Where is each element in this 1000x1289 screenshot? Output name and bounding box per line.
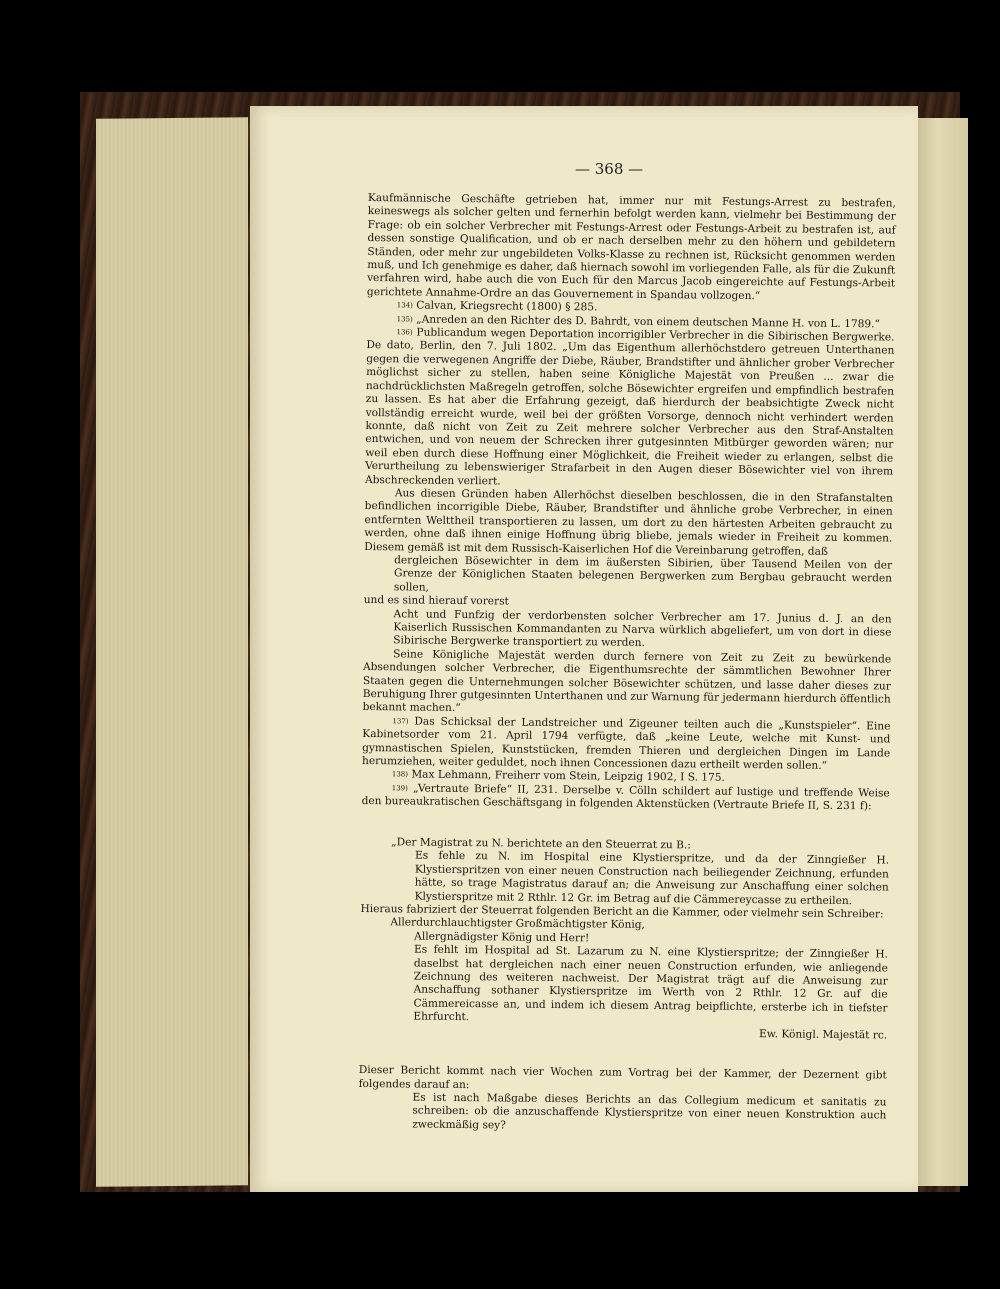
paragraph-text: Publicandum wegen Deportation incorrigibler Verbrecher in die Sibirischen Bergwerke. De dato, Berlin, den 7. Juli 1802. „Um das Eigenthum allerhöchstdero getreuen Unterthanen gegen die verwegenen Angriffe der Diebe, Räuber, Brandstifter und ähnlicher grober Verbrecher möglichst sicher zu stellen, haben seine Königliche Majestät von Preußen ... zwar die nachdrücklichsten Maßregeln getroffen, solche Bösewichter ergreifen und empfindlich bestrafen zu lassen. Es hat aber die Erfahrung gezeigt, daß hierdurch der beabsichtigte Zweck nicht vollständig erreicht wurde, weil bei der größten Vorsorge, dennoch nicht verhindert werden konnte, daß nicht von Zeit zu Zeit mehrere solcher Verbrecher aus den Straf-Anstalten entwichen, und von neuem der Schrecken ihrer gutgesinnten Mitbürger geworden wären; nur weil eben durch diese Hoffnung einer Möglichkeit, die Freiheit wieder zu erlangen, selbst die Verurtheilung zu lebenswieriger Strafarbeit in den Augen dieser Bösewichter viel von ihrem Abschreckenden verliert.: [364, 326, 895, 487]
paragraph-text: Es fehlt im Hospital ad St. Lazarum zu N. eine Klystierspritze; der Zinngießer H. daselbst hat dergleichen nach einer neuen Construction erfunden, wie anliegende Zeichnung des weiteren nachweist. Der Magistrat trägt auf die Anweisung zur Anschaffung sothaner Klystierspritze im Werth von 2 Rthlr. 12 Gr. auf die Cämmereicasse an, und indem ich diesem Antrag beipflichte, ersterbe ich in tiefster Ehrfurcht.: [413, 943, 889, 1024]
text-paragraph: [358, 1091, 886, 1137]
footnote-number: 134): [396, 301, 413, 310]
paragraph-text: Es ist nach Maßgabe dieses Berichts an das Collegium medicum et sanitatis zu schreiben: ob die anzuschaffende Klystierspritze von einer neuen Konstruktion auch zweckmäßig sey?: [412, 1091, 887, 1132]
paragraph-text: Es fehle zu N. im Hospital eine Klystierspritze, und da der Zinngießer H. Klystierspritzen von einer neuen Construction nach beiliegender Zeichnung, erfunden hätte, so trage Magistratus darauf an; die Anweisung zur Anschaffung einer solchen Klystierspritze mit 2 Rthlr. 12 Gr. im Betrag auf die Cämmereycasse zu ertheilen.: [414, 849, 890, 907]
paragraph-text: Seine Königliche Majestät werden durch fernere von Zeit zu Zeit zu bewürkende Absendungen solcher Verbrecher, die Eigenthumsrechte der sämmtlichen Bewohner Ihrer Staaten gegen die Unternehmungen solcher Bösewichter schützen, und lasse daher dieses zur Beruhigung Ihrer gutgesinnten Unterthanen und zur Warnung für jedermann hierdurch öffentlich bekannt machen.“: [362, 648, 892, 715]
paragraph-text: Ew. Königl. Majestät rc.: [759, 1027, 888, 1042]
paragraph-text: Aus diesen Gründen haben Allerhöchst dieselben beschlossen, die in den Strafanstalten befindlichen incorrigible Diebe, Räuber, Brandstifter und ähnliche grobe Verbrecher, in einen entfernten Welttheil transportieren zu lassen, um dort zu den härtesten Arbeiten gebraucht zu werden, ohne daß ihnen einige Hoffnung übrig bliebe, jemals wieder in Freiheit zu kommen. Diesem gemäß ist mit dem Russisch-Kaiserlichen Hof die Vereinbarung getroffen, daß: [364, 487, 893, 558]
paragraph-text: Allergnädigster König und Herr!: [414, 930, 590, 945]
facing-page: [916, 118, 968, 1186]
text-paragraph: [359, 1048, 887, 1060]
text-paragraph: [359, 943, 888, 1029]
paragraph-text: „Vertraute Briefe“ II, 231. Derselbe v. Cölln schildert auf lustige und treffende Weise den bureaukratischen Geschäftsgang in folgenden Aktenstücken (Vertraute Briefe II, S. 231 f):: [361, 782, 890, 813]
text-paragraph: [361, 819, 889, 831]
footnote-number: 137): [392, 717, 409, 726]
text-paragraph: [364, 554, 892, 600]
paragraph-text: Acht und Funfzig der verdorbensten solcher Verbrecher am 17. Junius d. J. an den Kaiserlich Russischen Kommandanten zu Narva würklich abgeliefert, um von dort in diese Sibirische Bergwerke transportiert zu werden.: [393, 607, 892, 650]
footnote-number: 135): [396, 314, 413, 324]
text-paragraph: [364, 487, 893, 560]
footnote-number: 138): [391, 770, 409, 779]
text-paragraph: [361, 849, 890, 908]
paragraph-text: „Der Magistrat zu N. berichtete an den Steuerrat zu B.:: [391, 836, 691, 852]
paragraph-text: Allerdurchlauchtigster Großmächtigster König,: [390, 916, 645, 932]
page-text: [358, 192, 896, 1137]
footnote-number: 139): [391, 784, 408, 793]
text-paragraph: [363, 648, 892, 721]
footnote: [365, 326, 895, 492]
book-page-edges: [96, 117, 248, 1187]
paragraph-text: dergleichen Bösewichter in dem im äußersten Sibirien, über Tausend Meilen von der Grenze der Königlichen Staaten belegenen Bergwerken zum Bergbau gebraucht werden sollen,: [393, 554, 893, 594]
paragraph-text: „Anreden an den Richter des D. Bahrdt, von einem deutschen Manne H. von L. 1789.“: [412, 313, 880, 331]
paragraph-text: Max Lehmann, Freiherr vom Stein, Leipzig 1902, I S. 175.: [407, 768, 725, 785]
footnote: [362, 782, 890, 814]
paragraph-text: Hieraus fabriziert der Steuerrat folgenden Bericht an die Kammer, oder vielmehr sein Schreiber:: [360, 902, 884, 921]
paragraph-text: Das Schicksal der Landstreicher und Zigeuner teilten auch die „Kunstspieler“. Eine Kabinetsorder vom 21. April 1794 verfügte, daß „keine Leute, welche mit Kunst- und gymnastischen Spielen, Kunststücken, fremden Thieren und dergleichen Dingen im Lande herumziehen, weiter geduldet, noch ihnen Concessionen dazu ertheilt werden sollen.“: [361, 715, 891, 772]
page-number: — 368 —: [575, 160, 644, 178]
footnote: [362, 715, 891, 774]
paragraph-text: Kaufmännische Geschäfte getrieben hat, immer nur mit Festungs-Arrest zu bestrafen, keineswegs als solcher gelten und fernerhin befolgt werden kann, vielmehr bei Bestimmung der Frage: ob ein solcher Verbrecher mit Festungs-Arrest oder Festungs-Arbeit zu bestrafen ist, auf dessen sonstige Qualification, und ob er nach derselben mehr zu den höhern und gebildetern Ständen, oder mehr zur ungebildeten Volks-Klasse zu rechnen ist, Rücksicht genommen werden muß, und Ich genehmige es daher, daß hiernach sowohl im vorliegenden Falle, als für die Zukunft verfahren wird, habe auch die von Euch für den Marcus Jacob eingereichte auf Festungs-Arbeit gerichtete Annahme-Ordre an das Gouvernement in Spandau vollzogen.“: [366, 192, 896, 302]
paragraph-text: und es sind hierauf vorerst: [363, 594, 509, 608]
text-paragraph: [363, 608, 891, 654]
text-paragraph: [367, 192, 896, 305]
footnote-number: 136): [396, 328, 413, 337]
paragraph-text: Calvan, Kriegsrecht (1800) § 285.: [412, 299, 598, 314]
paragraph-text: Dieser Bericht kommt nach vier Wochen zum Vortrag bei der Kammer, der Dezernent gibt folgendes darauf an:: [358, 1064, 887, 1091]
